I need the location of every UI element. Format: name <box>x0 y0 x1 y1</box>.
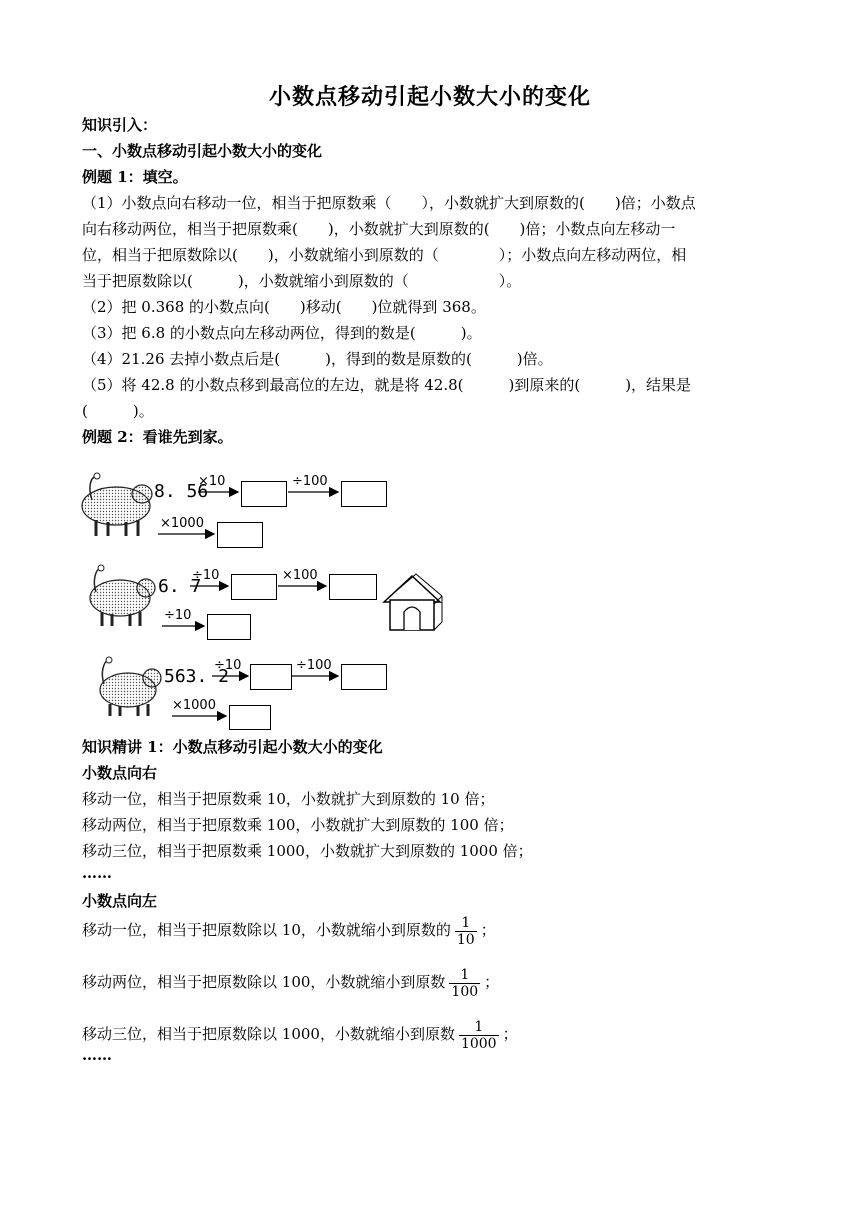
left-move-line <box>82 962 782 1002</box>
answer-box[interactable] <box>341 481 387 507</box>
right-move-heading: 小数点向右 <box>82 764 158 782</box>
fraction-denominator: 1000 <box>460 1035 497 1052</box>
fraction <box>455 915 477 948</box>
example1-line: 位，相当于把原数除以( )，小数就缩小到原数的（ ）；小数点向左移动两位，相 <box>82 246 687 264</box>
fraction-denominator: 100 <box>451 983 479 1000</box>
operation-label: ×1000 <box>172 698 216 713</box>
left-move-text: 移动三位，相当于把原数除以 1000，小数就缩小到原数 <box>82 1025 455 1043</box>
cow-icon <box>90 565 155 626</box>
chain-start-value: 6. 7 <box>158 576 202 597</box>
operation-label: ×10 <box>198 474 226 489</box>
ellipsis: …… <box>82 1046 112 1064</box>
example1-line: 当于把原数除以( )，小数就缩小到原数的（ ）。 <box>82 272 522 290</box>
fraction <box>449 967 480 1000</box>
chain-start-value: 563. 2 <box>164 666 230 687</box>
left-move-text: 移动一位，相当于把原数除以 10，小数就缩小到原数的 <box>82 921 451 939</box>
section1-heading: 一、小数点移动引起小数大小的变化 <box>82 142 323 160</box>
example1-line: （5）将 42.8 的小数点移到最高位的左边，就是将 42.8( )到原来的( )，结果是 <box>82 376 692 394</box>
chain-start-value: 8. 56 <box>154 481 209 502</box>
punctuation: ； <box>480 921 496 939</box>
example1-line: 向右移动两位，相当于把原数乘( )，小数就扩大到原数的( )倍；小数点向左移动一 <box>82 220 676 238</box>
operation-label: ÷100 <box>292 474 328 489</box>
answer-box[interactable] <box>229 705 271 730</box>
answer-box[interactable] <box>250 664 292 690</box>
left-move-line <box>82 910 782 950</box>
answer-box[interactable] <box>217 522 263 548</box>
fraction-denominator: 10 <box>456 931 475 948</box>
intro-heading: 知识引入： <box>82 116 158 134</box>
example1-line: （1）小数点向右移动一位，相当于把原数乘（ ），小数就扩大到原数的( )倍；小数点 <box>82 194 696 212</box>
example1-heading: 例题 1：填空。 <box>82 168 188 186</box>
ellipsis: …… <box>82 864 112 882</box>
punctuation: ； <box>484 973 500 991</box>
operation-label: ÷10 <box>164 608 192 623</box>
fraction-numerator: 1 <box>474 1018 484 1035</box>
example1-line: （3）把 6.8 的小数点向左移动两位，得到的数是( )。 <box>82 324 482 342</box>
doghouse-icon <box>384 574 442 630</box>
operation-label: ÷100 <box>296 658 332 673</box>
lecture-heading: 知识精讲 1：小数点移动引起小数大小的变化 <box>82 738 383 756</box>
cow-icon <box>82 473 152 536</box>
answer-box[interactable] <box>341 664 387 690</box>
operation-label: ×100 <box>282 568 318 583</box>
right-move-line: 移动三位，相当于把原数乘 1000，小数就扩大到原数的 1000 倍； <box>82 842 533 860</box>
answer-box[interactable] <box>207 614 251 640</box>
example1-line: （4）21.26 去掉小数点后是( )，得到的数是原数的( )倍。 <box>82 350 553 368</box>
answer-box[interactable] <box>241 481 287 507</box>
example1-line: （2）把 0.368 的小数点向( )移动( )位就得到 368。 <box>82 298 486 316</box>
fraction-numerator: 1 <box>461 914 471 931</box>
right-move-line: 移动两位，相当于把原数乘 100，小数就扩大到原数的 100 倍； <box>82 816 514 834</box>
operation-label: ÷10 <box>214 658 242 673</box>
example2-heading: 例题 2：看谁先到家。 <box>82 428 233 446</box>
left-move-heading: 小数点向左 <box>82 892 158 910</box>
page-title: 小数点移动引起小数大小的变化 <box>268 84 591 110</box>
operation-label: ×1000 <box>160 516 204 531</box>
answer-box[interactable] <box>329 574 377 600</box>
fraction-numerator: 1 <box>460 966 470 983</box>
operation-label: ÷10 <box>192 568 220 583</box>
answer-box[interactable] <box>231 574 277 600</box>
right-move-line: 移动一位，相当于把原数乘 10，小数就扩大到原数的 10 倍； <box>82 790 495 808</box>
left-move-text: 移动两位，相当于把原数除以 100，小数就缩小到原数 <box>82 973 446 991</box>
cow-icon <box>100 657 161 716</box>
example1-line: ( )。 <box>82 402 154 420</box>
punctuation: ； <box>502 1025 518 1043</box>
